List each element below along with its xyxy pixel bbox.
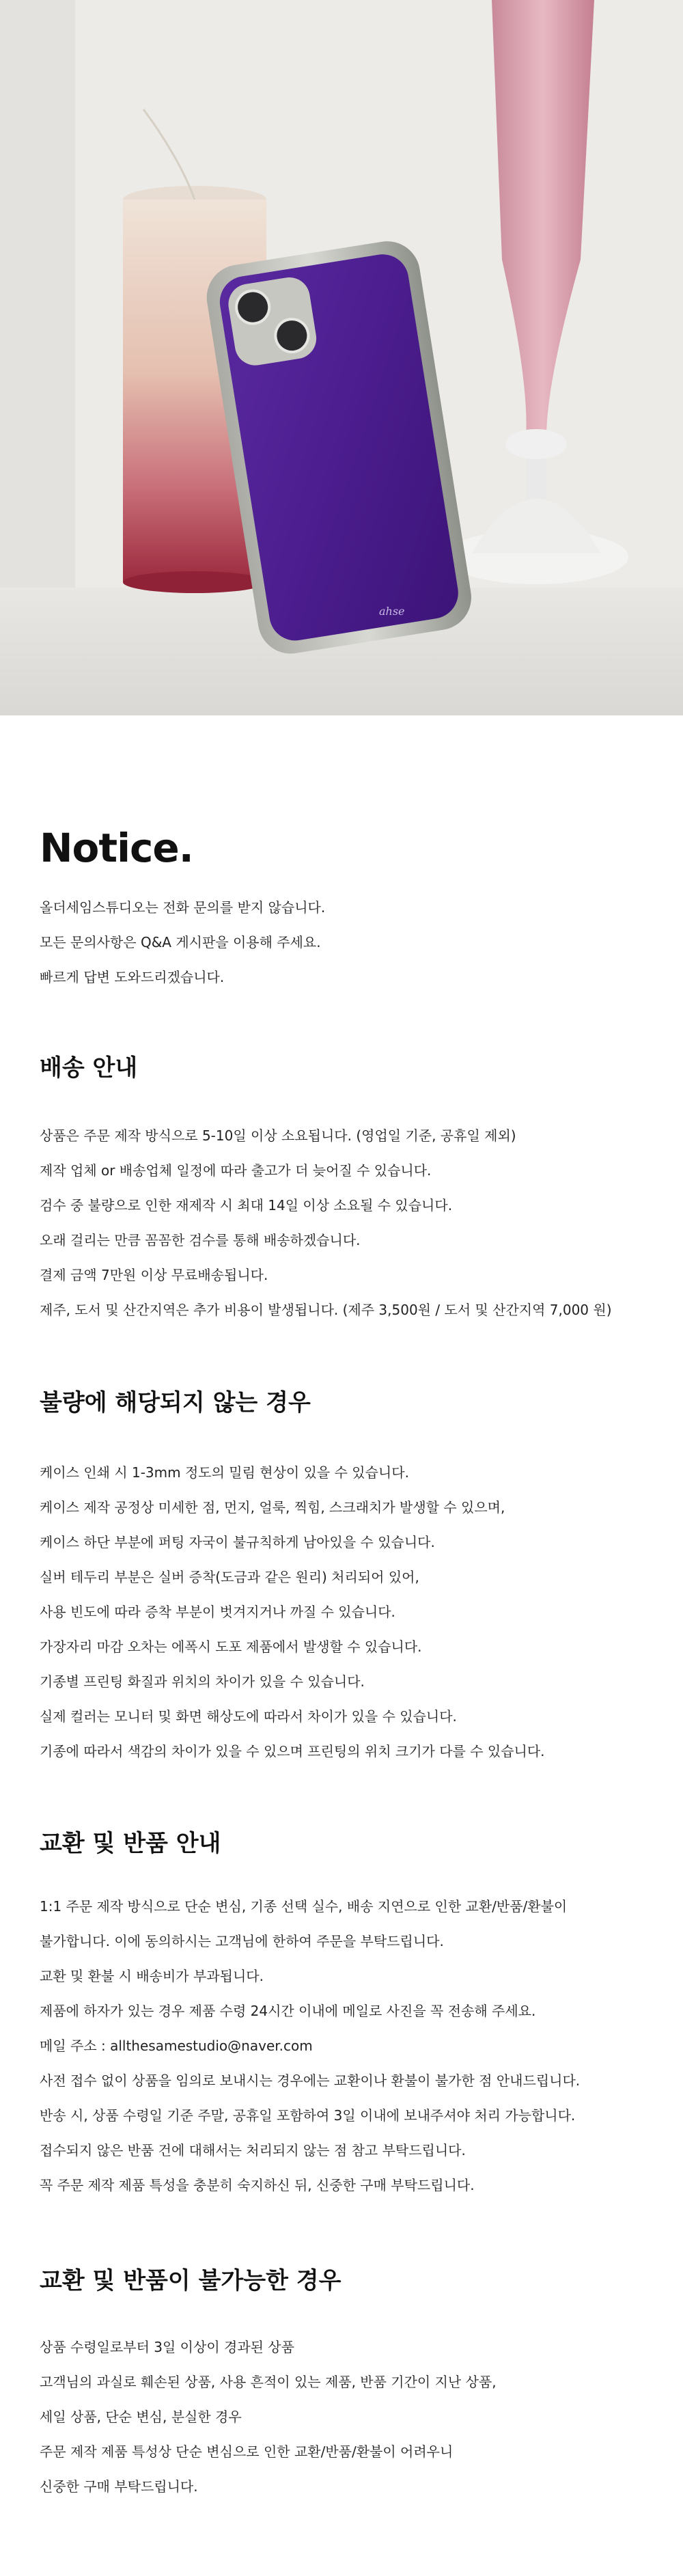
no-return-line: 신중한 구매 부탁드립니다. bbox=[40, 2478, 198, 2495]
exchange-line: 제품에 하자가 있는 경우 제품 수령 24시간 이내에 메일로 사진을 꼭 전송해 주세요. bbox=[40, 2003, 536, 2019]
intro-list bbox=[40, 890, 325, 995]
no-return-line: 상품 수령일로부터 3일 이상이 경과된 상품 bbox=[40, 2339, 294, 2355]
shipping-line: 상품은 주문 제작 방식으로 5-10일 이상 소요됩니다. (영업일 기준, 공휴일 제외) bbox=[40, 1127, 516, 1144]
exchange-line: 반송 시, 상품 수령일 기준 주말, 공휴일 포함하여 3일 이내에 보내주셔야 처리 가능합니다. bbox=[40, 2107, 576, 2124]
non-defect-line: 가장자리 마감 오차는 에폭시 도포 제품에서 발생할 수 있습니다. bbox=[40, 1639, 422, 1655]
product-photo bbox=[0, 0, 683, 715]
brand-mark-text: ahse bbox=[379, 605, 405, 618]
notice-panel bbox=[0, 748, 683, 2576]
exchange-line: 교환 및 환불 시 배송비가 부과됩니다. bbox=[40, 1968, 264, 1984]
exchange-line: 꼭 주문 제작 제품 특성을 충분히 숙지하신 뒤, 신중한 구매 부탁드립니다. bbox=[40, 2177, 475, 2193]
shipping-heading: 배송 안내 bbox=[40, 1054, 138, 1082]
non-defect-line: 케이스 하단 부분에 퍼팅 자국이 불규칙하게 남아있을 수 있습니다. bbox=[40, 1534, 435, 1550]
exchange-line: 사전 접수 없이 상품을 임의로 보내시는 경우에는 교환이나 환불이 불가한 점 안내드립니다. bbox=[40, 2072, 581, 2089]
product-photo-illustration bbox=[0, 0, 683, 715]
exchange-heading: 교환 및 반품 안내 bbox=[40, 1830, 221, 1857]
non-defect-line: 기종별 프린팅 화질과 위치의 차이가 있을 수 있습니다. bbox=[40, 1673, 365, 1690]
no-return-heading: 교환 및 반품이 불가능한 경우 bbox=[40, 2267, 342, 2294]
non-defect-line: 실버 테두리 부분은 실버 증착(도금과 같은 원리) 처리되어 있어, bbox=[40, 1569, 419, 1585]
non-defect-heading: 불량에 해당되지 않는 경우 bbox=[40, 1389, 311, 1416]
shipping-line: 오래 걸리는 만큼 꼼꼼한 검수를 통해 배송하겠습니다. bbox=[40, 1232, 361, 1248]
exchange-line: 불가합니다. 이에 동의하시는 고객님에 한하여 주문을 부탁드립니다. bbox=[40, 1933, 444, 1949]
notice-title: Notice. bbox=[40, 825, 193, 871]
no-return-line: 주문 제작 제품 특성상 단순 변심으로 인한 교환/반품/환불이 어려우니 bbox=[40, 2443, 454, 2460]
non-defect-line: 사용 빈도에 따라 증착 부분이 벗겨지거나 까질 수 있습니다. bbox=[40, 1604, 395, 1620]
exchange-line: 접수되지 않은 반품 건에 대해서는 처리되지 않는 점 참고 부탁드립니다. bbox=[40, 2142, 466, 2159]
non-defect-list bbox=[40, 1455, 545, 1769]
exchange-list bbox=[40, 1889, 580, 2203]
non-defect-line: 기종에 따라서 색감의 차이가 있을 수 있으며 프린팅의 위치 크기가 다를 수 있습니다. bbox=[40, 1743, 545, 1759]
shipping-line: 제주, 도서 및 산간지역은 추가 비용이 발생됩니다. (제주 3,500원 / 도서 및 산간지역 7,000 원) bbox=[40, 1302, 612, 1318]
shipping-line: 검수 중 불량으로 인한 재제작 시 최대 14일 이상 소요될 수 있습니다. bbox=[40, 1197, 453, 1214]
no-return-line: 고객님의 과실로 훼손된 상품, 사용 흔적이 있는 제품, 반품 기간이 지난 상품, bbox=[40, 2374, 497, 2390]
shipping-line: 결제 금액 7만원 이상 무료배송됩니다. bbox=[40, 1267, 268, 1283]
intro-line: 올더세임스튜디오는 전화 문의를 받지 않습니다. bbox=[40, 899, 326, 916]
exchange-line: 메일 주소 : allthesamestudio@naver.com bbox=[40, 2038, 313, 2054]
non-defect-line: 실제 컬러는 모니터 및 화면 해상도에 따라서 차이가 있을 수 있습니다. bbox=[40, 1708, 457, 1725]
non-defect-line: 케이스 제작 공정상 미세한 점, 먼지, 얼룩, 찍힘, 스크래치가 발생할 수 있으며, bbox=[40, 1499, 505, 1516]
shipping-line: 제작 업체 or 배송업체 일정에 따라 출고가 더 늦어질 수 있습니다. bbox=[40, 1162, 432, 1179]
non-defect-line: 케이스 인쇄 시 1-3mm 정도의 밀림 현상이 있을 수 있습니다. bbox=[40, 1464, 409, 1481]
intro-line: 모든 문의사항은 Q&A 게시판을 이용해 주세요. bbox=[40, 934, 321, 950]
shipping-list bbox=[40, 1119, 612, 1328]
no-return-list bbox=[40, 2330, 497, 2504]
no-return-line: 세일 상품, 단순 변심, 분실한 경우 bbox=[40, 2409, 242, 2425]
exchange-line: 1:1 주문 제작 방식으로 단순 변심, 기종 선택 실수, 배송 지연으로 인한 교환/반품/환불이 bbox=[40, 1898, 568, 1915]
intro-line: 빠르게 답변 도와드리겠습니다. bbox=[40, 969, 225, 985]
